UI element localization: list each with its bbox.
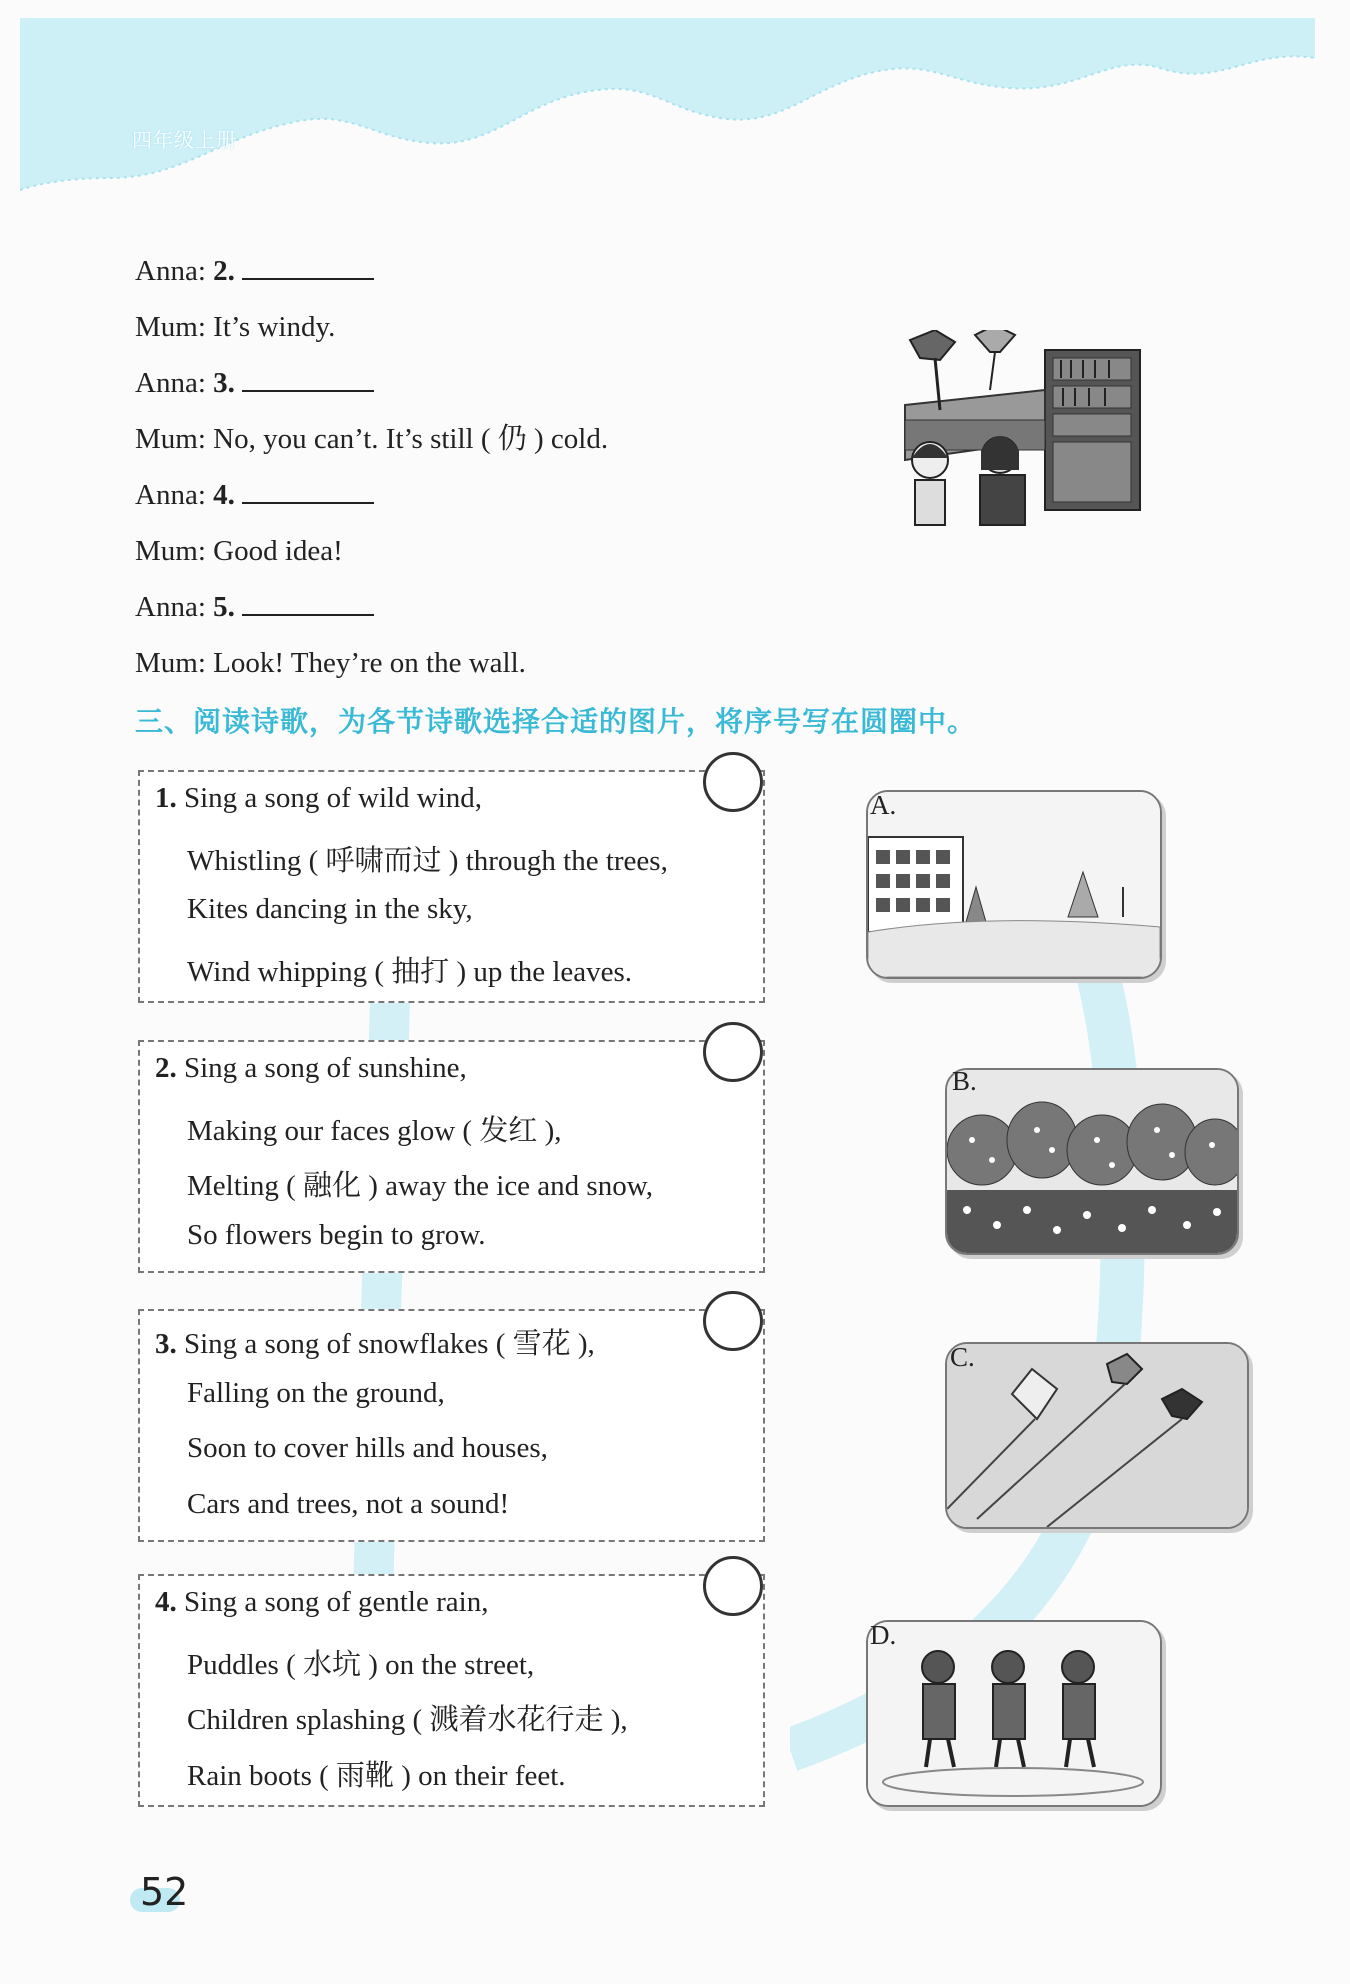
item-number: 2. — [213, 255, 235, 287]
poem-line — [155, 1586, 488, 1619]
speaker: Mum: — [135, 423, 206, 455]
line-text: Look! They’re on the wall. — [213, 647, 526, 679]
speaker: Anna: — [135, 367, 206, 399]
poem-text: Sing a song of wild wind, — [184, 782, 483, 814]
dialogue-line — [135, 355, 608, 411]
poem-text: Sing a song of snowflakes ( 雪花 ), — [184, 1328, 595, 1360]
poem-line: Making our faces glow ( 发红 ), — [187, 1115, 562, 1147]
picture-d — [866, 1620, 1162, 1807]
picture-label-a: A. — [870, 790, 897, 820]
poem-number: 1. — [155, 782, 177, 814]
poem-number: 3. — [155, 1328, 177, 1360]
answer-circle-3[interactable] — [703, 1291, 763, 1351]
poem-number: 2. — [155, 1052, 177, 1084]
dialogue-line — [135, 635, 608, 691]
poem-line: Soon to cover hills and houses, — [187, 1432, 548, 1464]
answer-blank[interactable] — [242, 586, 374, 616]
children-in-rain-icon — [868, 1622, 1160, 1805]
answer-circle-1[interactable] — [703, 752, 763, 812]
poem-line — [155, 782, 482, 815]
kites-icon — [947, 1344, 1247, 1527]
item-number: 3. — [213, 367, 235, 399]
poem-text: Sing a song of gentle rain, — [184, 1586, 489, 1618]
poem-line: Wind whipping ( 抽打 ) up the leaves. — [187, 956, 633, 988]
answer-blank[interactable] — [242, 250, 374, 280]
picture-a — [866, 790, 1162, 979]
speaker: Mum: — [135, 311, 206, 343]
poem-line: Rain boots ( 雨靴 ) on their feet. — [187, 1760, 566, 1792]
speaker: Anna: — [135, 591, 206, 623]
speaker: Anna: — [135, 255, 206, 287]
poem-box-2 — [138, 1040, 765, 1273]
kites-room-illustration — [895, 330, 1145, 530]
snowy-school-icon — [868, 792, 1160, 977]
picture-c — [945, 1342, 1249, 1529]
poem-line: So flowers begin to grow. — [187, 1219, 486, 1251]
answer-blank[interactable] — [242, 474, 374, 504]
page-number: 52 — [140, 1870, 189, 1914]
poem-line: Cars and trees, not a sound! — [187, 1488, 510, 1520]
grade-label: 四年级上册 — [132, 128, 237, 152]
picture-label-b: B. — [952, 1066, 977, 1096]
poem-line: Children splashing ( 溅着水花行走 ), — [187, 1704, 628, 1736]
answer-blank[interactable] — [242, 362, 374, 392]
line-text: No, you can’t. It’s still ( 仍 ) cold. — [213, 423, 609, 455]
poem-line: Kites dancing in the sky, — [187, 893, 473, 925]
poem-box-3 — [138, 1309, 765, 1542]
dialogue-line — [135, 467, 608, 523]
poem-box-1 — [138, 770, 765, 1003]
line-text: It’s windy. — [213, 311, 336, 343]
item-number: 5. — [213, 591, 235, 623]
dialogue-line — [135, 523, 608, 579]
dialogue-line — [135, 411, 608, 467]
poem-box-4 — [138, 1574, 765, 1807]
section-title: 三、阅读诗歌，为各节诗歌选择合适的图片，将序号写在圆圈中。 — [135, 705, 977, 738]
dialogue-line — [135, 243, 608, 299]
flowering-trees-icon — [947, 1070, 1237, 1253]
dialogue-line — [135, 299, 608, 355]
poem-line: Whistling ( 呼啸而过 ) through the trees, — [187, 845, 668, 877]
poem-number: 4. — [155, 1586, 177, 1618]
dialogue-line — [135, 579, 608, 635]
picture-label-c: C. — [950, 1342, 975, 1372]
answer-circle-2[interactable] — [703, 1022, 763, 1082]
picture-b — [945, 1068, 1239, 1255]
picture-label-d: D. — [870, 1620, 897, 1650]
header-band — [20, 18, 1315, 193]
answer-circle-4[interactable] — [703, 1556, 763, 1616]
poem-line — [155, 1321, 595, 1362]
poem-line — [155, 1052, 467, 1085]
poem-line: Puddles ( 水坑 ) on the street, — [187, 1649, 535, 1681]
dialogue — [135, 243, 608, 691]
item-number: 4. — [213, 479, 235, 511]
poem-text: Sing a song of sunshine, — [184, 1052, 467, 1084]
speaker: Anna: — [135, 479, 206, 511]
speaker: Mum: — [135, 647, 206, 679]
poem-line: Falling on the ground, — [187, 1377, 445, 1409]
speaker: Mum: — [135, 535, 206, 567]
poem-line: Melting ( 融化 ) away the ice and snow, — [187, 1170, 654, 1202]
line-text: Good idea! — [213, 535, 343, 567]
